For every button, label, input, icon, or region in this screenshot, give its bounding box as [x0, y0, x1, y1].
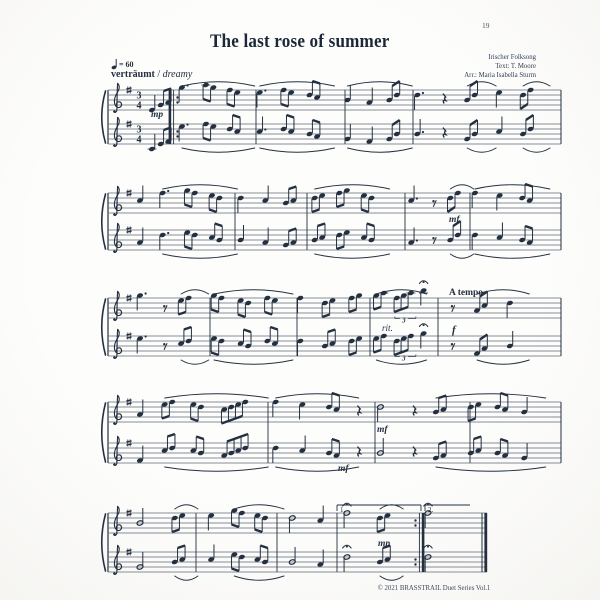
- slur: [181, 290, 209, 294]
- beam: [361, 210, 369, 213]
- beam: [337, 247, 345, 250]
- beam: [203, 99, 211, 102]
- sharp-icon: [126, 299, 131, 300]
- beam: [270, 327, 278, 330]
- fermata-dot: [427, 546, 429, 548]
- beam: [332, 439, 340, 442]
- beam: [265, 312, 273, 315]
- time-signature-numerator: 3: [136, 90, 142, 102]
- beam: [184, 205, 192, 208]
- page-number: 19: [482, 21, 490, 30]
- slur: [163, 254, 238, 258]
- slur: [175, 576, 198, 580]
- treble-clef-icon: [114, 330, 118, 359]
- dynamic-mark: mf: [449, 215, 460, 225]
- sharp-icon: [126, 231, 131, 232]
- treble-clef-icon: [114, 437, 118, 466]
- repeat-dot: [176, 96, 178, 98]
- beam: [162, 416, 170, 419]
- beam: [337, 205, 345, 208]
- beam: [328, 330, 336, 333]
- treble-clef-dot: [113, 213, 115, 215]
- credit-text: Text: T. Moore: [495, 63, 536, 71]
- slur: [450, 254, 473, 258]
- beam: [227, 434, 248, 442]
- slur: [214, 290, 293, 294]
- expression-separator: /: [154, 69, 163, 80]
- slur: [348, 148, 413, 152]
- slur: [348, 82, 413, 86]
- eighth-rest-dot: [163, 305, 165, 307]
- credit-arranger: Arr.: Maria Isabella Sturm: [464, 72, 536, 80]
- slur: [182, 148, 255, 152]
- repeat-dot: [414, 519, 416, 521]
- slur: [315, 254, 390, 258]
- slur: [175, 505, 198, 509]
- slur: [182, 82, 255, 86]
- beam: [172, 530, 180, 533]
- beam: [317, 224, 325, 227]
- slur: [163, 185, 238, 189]
- sharp-icon: [126, 125, 131, 126]
- slur: [165, 467, 269, 471]
- eighth-rest-dot: [163, 343, 165, 345]
- eighth-rest-dot: [451, 343, 453, 345]
- beam: [215, 224, 223, 227]
- beam: [374, 350, 382, 353]
- beam: [184, 327, 192, 330]
- copyright-footer: © 2021 BRASSTRAIL Duet Series Vol.1: [377, 585, 491, 592]
- beam: [178, 546, 186, 549]
- eighth-rest-dot: [451, 305, 453, 307]
- beam: [209, 210, 217, 213]
- fermata-dot: [346, 546, 348, 548]
- sharp-icon: [126, 550, 131, 551]
- beam: [526, 115, 534, 120]
- beam: [211, 310, 219, 313]
- beam: [289, 229, 297, 232]
- treble-clef-icon: [114, 396, 118, 425]
- dynamic-mark: mp: [378, 539, 391, 549]
- beam: [167, 434, 175, 437]
- volta-2-label: 2.: [428, 506, 434, 514]
- slur: [260, 148, 335, 152]
- dynamic-mark: A tempo: [449, 288, 484, 298]
- eighth-rest-dot: [432, 237, 434, 239]
- metronome-value: = 60: [119, 59, 134, 69]
- sharp-icon: [126, 88, 131, 89]
- repeat-dot: [414, 558, 416, 560]
- slur: [276, 394, 359, 398]
- sharp-icon: [126, 553, 131, 554]
- system-brace: [102, 194, 106, 249]
- augmentation-dot: [264, 128, 266, 130]
- beam: [349, 310, 357, 313]
- slur: [315, 185, 390, 189]
- beam: [312, 120, 320, 123]
- eighth-rest-dot: [432, 200, 434, 202]
- dynamic-mark: f: [452, 324, 456, 336]
- beam: [232, 569, 240, 572]
- slur: [475, 254, 550, 258]
- augmentation-dot: [145, 292, 147, 294]
- treble-clef-icon: [114, 507, 118, 536]
- triplet-number: 3: [402, 354, 406, 363]
- treble-clef-icon: [114, 546, 118, 575]
- beam: [377, 530, 385, 533]
- sharp-icon: [126, 91, 131, 92]
- beam: [367, 224, 375, 227]
- beam: [203, 138, 211, 141]
- repeat-end-thick: [422, 513, 425, 572]
- volta-1-label: 1.: [340, 506, 346, 514]
- treble-clef-dot: [113, 533, 115, 535]
- title-text: The last rose of summer: [210, 31, 390, 52]
- slur: [260, 82, 335, 86]
- slur: [475, 185, 550, 189]
- augmentation-dot: [186, 123, 188, 125]
- beam: [255, 530, 262, 533]
- dynamic-mark: rit.: [382, 323, 393, 333]
- sharp-icon: [126, 191, 131, 192]
- beam: [238, 315, 246, 318]
- treble-clef-icon: [114, 118, 118, 147]
- final-barline-thick: [484, 513, 487, 572]
- sharp-icon: [126, 337, 131, 338]
- slur: [450, 185, 473, 189]
- slur: [165, 394, 269, 398]
- beam: [232, 525, 240, 528]
- dynamic-mark: mf: [377, 425, 388, 435]
- augmentation-dot: [416, 197, 418, 199]
- beam: [289, 187, 297, 190]
- beam: [439, 442, 447, 445]
- treble-clef-dot: [113, 463, 115, 465]
- time-signature-denominator: 4: [136, 134, 142, 146]
- repeat-dot: [176, 130, 178, 132]
- sharp-icon: [126, 403, 131, 404]
- treble-clef-dot: [113, 250, 115, 252]
- system-brace: [102, 91, 106, 143]
- beam: [349, 353, 357, 356]
- repeat-dot: [176, 101, 178, 103]
- slur: [380, 576, 403, 580]
- beam: [227, 104, 235, 107]
- slur: [214, 360, 293, 364]
- augmentation-dot: [264, 89, 266, 91]
- augmentation-dot: [416, 239, 418, 241]
- slur: [477, 360, 529, 364]
- beam: [191, 419, 199, 422]
- augmentation-dot: [422, 131, 424, 133]
- beam: [474, 437, 482, 440]
- slur: [436, 394, 546, 398]
- treble-clef-icon: [114, 224, 118, 253]
- slur: [467, 148, 496, 152]
- beam: [525, 226, 533, 229]
- sharp-icon: [126, 296, 131, 297]
- sharp-icon: [126, 514, 131, 515]
- treble-clef-dot: [113, 572, 115, 574]
- repeat-dot: [176, 135, 178, 137]
- triplet-number: 3: [402, 316, 406, 325]
- sharp-icon: [126, 334, 131, 335]
- sharp-icon: [126, 444, 131, 445]
- beam: [178, 312, 186, 315]
- system-brace: [102, 403, 106, 462]
- slur: [523, 148, 550, 152]
- fermata-dot: [423, 324, 425, 326]
- beam: [312, 210, 320, 213]
- slur: [523, 82, 550, 86]
- beam: [260, 546, 268, 549]
- beam: [196, 437, 204, 440]
- time-signature-denominator: 4: [136, 100, 142, 112]
- slur: [234, 505, 284, 509]
- augmentation-dot: [167, 190, 169, 192]
- treble-clef-dot: [113, 144, 115, 146]
- treble-clef-icon: [114, 187, 118, 216]
- slur: [181, 360, 209, 364]
- repeat-dot: [414, 524, 416, 526]
- beam: [374, 307, 382, 310]
- treble-clef-icon: [114, 292, 118, 321]
- augmentation-dot: [167, 232, 169, 234]
- time-signature-numerator: 3: [136, 124, 142, 136]
- slur: [234, 576, 284, 580]
- sharp-icon: [126, 194, 131, 195]
- beam: [480, 335, 488, 340]
- slur: [436, 467, 546, 471]
- augmentation-dot: [422, 92, 424, 94]
- beam: [500, 439, 508, 442]
- sharp-icon: [126, 122, 131, 123]
- treble-clef-dot: [113, 356, 115, 358]
- credit-source: Irischer Folksong: [488, 54, 536, 61]
- augmentation-dot: [145, 335, 147, 337]
- repeat-dot: [414, 563, 416, 565]
- beam: [184, 247, 192, 250]
- beam: [211, 353, 219, 356]
- system-brace: [102, 299, 106, 355]
- treble-clef-dot: [113, 422, 115, 424]
- sharp-icon: [126, 511, 131, 512]
- beam: [233, 115, 241, 118]
- treble-clef-dot: [113, 110, 115, 112]
- dynamic-mark: mf: [338, 464, 349, 474]
- system-brace: [102, 514, 106, 571]
- dynamic-mark: mp: [151, 110, 164, 120]
- expression-english: dreamy: [162, 69, 193, 80]
- sharp-icon: [126, 441, 131, 442]
- beam: [322, 315, 330, 318]
- beam: [243, 330, 251, 333]
- sharp-icon: [126, 400, 131, 401]
- treble-clef-dot: [113, 318, 115, 320]
- sharp-icon: [126, 228, 131, 229]
- expression-german: verträumt: [111, 69, 155, 80]
- treble-clef-icon: [114, 84, 118, 113]
- beam: [281, 104, 289, 107]
- beam: [286, 115, 294, 118]
- beam: [468, 419, 476, 422]
- fermata-dot: [423, 281, 425, 283]
